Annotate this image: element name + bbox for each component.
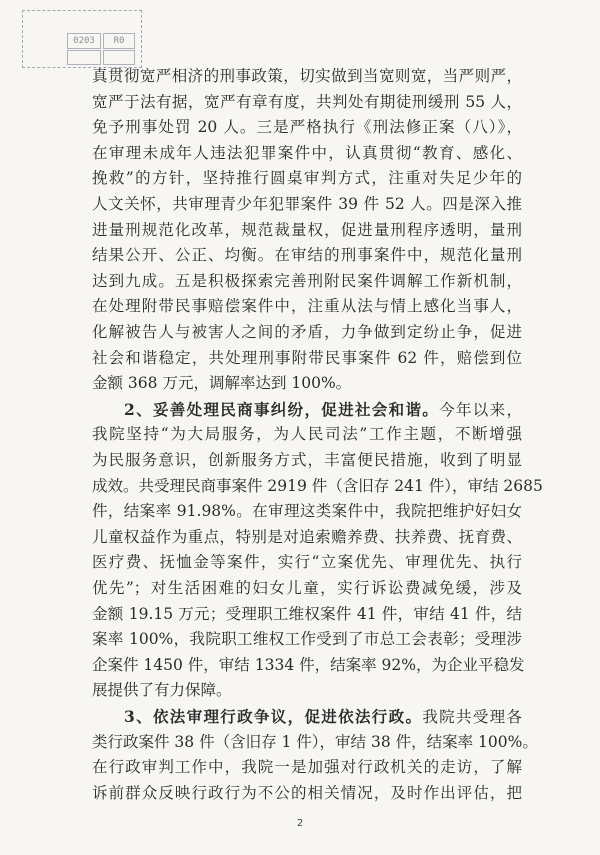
text-line: [92, 269, 522, 294]
text-line: [92, 627, 522, 652]
line-text: 在审理未成年人违法犯罪案件中，认真贯彻“教育、感化、: [92, 143, 522, 162]
text-line: [92, 550, 522, 575]
text-line: [92, 678, 522, 703]
text-line: [92, 576, 522, 601]
section-heading: 3、依法审理行政争议，促进依法行政。: [124, 707, 423, 726]
line-text: 真贯彻宽严相济的刑事政策，切实做到当宽则宽，当严则严，: [92, 67, 522, 85]
line-text: 为民服务意识，创新服务方式，丰富便民措施，收到了明显: [92, 451, 522, 469]
text-line: [92, 320, 522, 345]
line-text: 化解被告人与被害人之间的矛盾，力争做到定纷止争，促进: [92, 323, 522, 341]
line-text: 类行政案件 38 件（含旧存 1 件），审结 38 件，结案率 100%。: [92, 732, 538, 751]
line-text: 宽严于法有据，宽严有章有度，共判处有期徒刑缓刑 55 人，: [92, 92, 522, 111]
text-line: [124, 704, 522, 729]
line-text: 挽救”的方针，坚持推行圆桌审判方式，注重对失足少年的: [92, 169, 522, 188]
text-line: [92, 294, 522, 319]
stamp-cell: 0203: [67, 33, 101, 49]
text-line: [92, 346, 522, 371]
line-text: 社会和谐稳定，共处理刑事附带民事案件 62 件，赔偿到位: [92, 348, 522, 367]
text-line: [92, 64, 522, 89]
line-text: 儿童权益作为重点，特别是对追索赡养费、扶养费、抚育费、: [92, 527, 522, 546]
line-text: 今年以来，: [439, 400, 522, 419]
line-text: 件，结案率 91.98%。在审理这类案件中，我院把维护好妇女: [92, 502, 522, 521]
text-line: [92, 525, 522, 550]
text-line: [92, 653, 525, 678]
text-line: [92, 243, 522, 268]
text-line: [124, 397, 522, 422]
section-heading: 2、妥善处理民商事纠纷，促进社会和谐。: [124, 399, 440, 419]
line-text: 进量刑规范化改革，规范裁量权，促进量刑程序透明，量刑: [92, 220, 522, 239]
text-line: [92, 371, 522, 396]
text-line: [92, 474, 543, 499]
line-text: 在处理附带民事赔偿案件中，注重从法与情上感化当事人，: [92, 297, 522, 316]
text-line: [92, 115, 522, 140]
line-text: 诉前群众反映行政行为不公的相关情况，及时作出评估，把: [92, 783, 522, 802]
text-line: [92, 781, 522, 806]
page-number: 2: [296, 818, 304, 829]
line-text: 我院共受理各: [422, 708, 522, 726]
line-text: 优先”；对生活困难的妇女儿童，实行诉讼费减免缓，涉及: [92, 579, 522, 597]
receipt-stamp: [22, 10, 142, 68]
stamp-cell: [67, 50, 101, 65]
stamp-cell: [103, 50, 135, 65]
text-line: [92, 192, 522, 217]
text-line: [92, 602, 522, 627]
line-text: 医疗费、抚恤金等案件，实行“立案优先、审理优先、执行: [92, 553, 522, 572]
line-text: 我院坚持“为大局服务，为人民司法”工作主题，不断增强: [92, 425, 522, 444]
text-line: [92, 218, 522, 243]
text-line: [92, 141, 522, 166]
text-line: [92, 499, 522, 524]
text-line: [92, 90, 522, 115]
text-line: [92, 166, 522, 191]
text-line: [92, 755, 522, 780]
text-line: [92, 422, 522, 447]
line-text: 企案件 1450 件，审结 1334 件，结案率 92%，为企业平稳发: [92, 655, 525, 674]
line-text: 金额 19.15 万元；受理职工维权案件 41 件，审结 41 件，结: [92, 604, 522, 623]
line-text: 金额 368 万元，调解率达到 100%。: [92, 374, 352, 393]
text-line: [92, 730, 538, 755]
text-line: [92, 448, 522, 473]
line-text: 在行政审判工作中，我院一是加强对行政机关的走访，了解: [92, 758, 522, 777]
line-text: 成效。共受理民商事案件 2919 件（含旧存 241 件），审结 2685: [92, 476, 543, 495]
line-text: 人文关怀，共审理青少年犯罪案件 39 件 52 人。四是深入推: [92, 195, 522, 213]
line-text: 达到九成。五是积极探索完善刑附民案件调解工作新机制，: [92, 271, 522, 290]
line-text: 案率 100%，我院职工维权工作受到了市总工会表彰；受理涉: [92, 630, 522, 649]
line-text: 结果公开、公正、均衡。在审结的刑事案件中，规范化量刑: [92, 246, 522, 265]
stamp-cell: R0: [103, 33, 135, 49]
line-text: 展提供了有力保障。: [92, 681, 232, 700]
line-text: 免予刑事处罚 20 人。三是严格执行《刑法修正案（八）》，: [92, 118, 522, 137]
